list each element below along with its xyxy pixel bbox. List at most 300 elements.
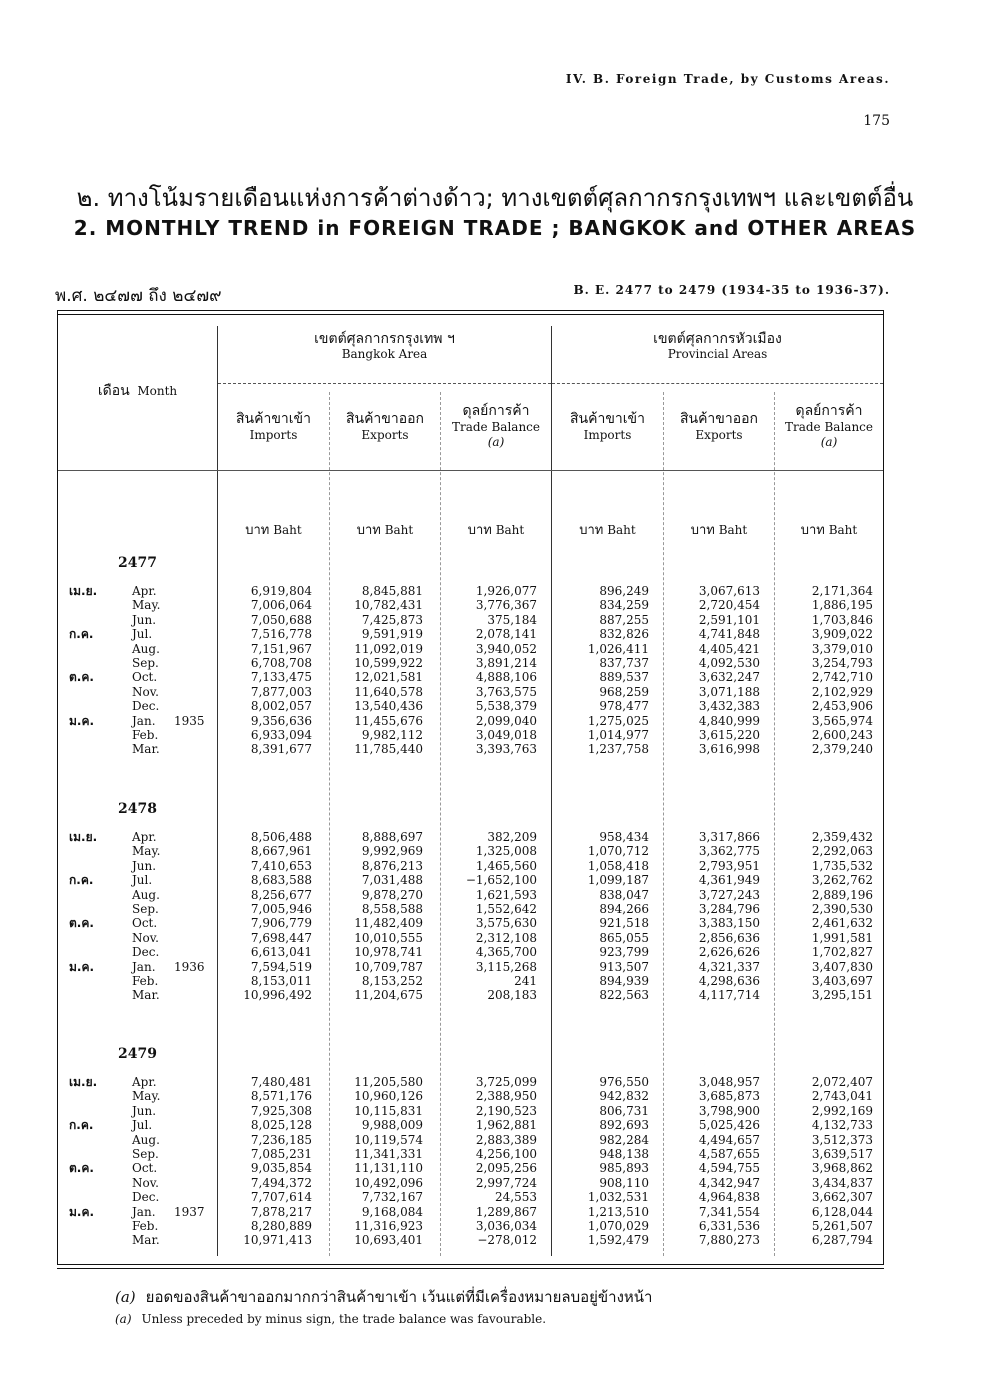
bkk-exports-cell: 11,341,331: [354, 1147, 423, 1161]
bkk-balance-cell: 2,388,950: [475, 1089, 537, 1104]
bkk-exports-cell: 10,119,574: [354, 1132, 423, 1147]
month-header-english: Month: [137, 384, 178, 398]
prov-imports-cell: 968,259: [599, 684, 649, 699]
table-row: [57, 844, 884, 859]
bkk-exports-cell: 13,540,436: [354, 699, 423, 714]
month-cell: Jun.: [132, 1103, 157, 1118]
unit-label: [441, 519, 551, 540]
thai-month-cell: ต.ค.: [69, 670, 94, 685]
bkk-exports-cell: 11,640,578: [354, 684, 423, 699]
exports-thai: สินค้าขาออก: [679, 411, 759, 427]
bkk-exports-cell: 7,031,488: [361, 873, 423, 888]
prov-balance-cell: 3,909,022: [811, 627, 873, 642]
provincial-group-header: [552, 332, 883, 362]
table-row: [57, 1190, 884, 1205]
bkk-balance-cell: 375,184: [487, 612, 537, 627]
table-row: [57, 642, 884, 657]
bkk-exports-cell: 10,010,555: [354, 930, 423, 945]
thai-month-cell: เม.ย.: [69, 584, 98, 598]
bkk-imports-cell: 6,708,708: [250, 656, 312, 670]
bkk-imports-cell: 8,667,961: [250, 844, 312, 859]
table-row: [57, 1089, 884, 1104]
bkk-exports-cell: 9,168,084: [361, 1204, 423, 1219]
prov-balance-cell: 3,565,974: [811, 713, 873, 728]
month-cell: Jan.: [132, 713, 156, 728]
bkk-imports-cell: 6,919,804: [250, 584, 312, 598]
group-rule: [552, 383, 883, 384]
unit-thai: บาท: [245, 523, 270, 538]
prov-balance-cell: 6,128,044: [811, 1204, 873, 1219]
prov-imports-cell: 1,099,187: [587, 873, 649, 888]
table-row: [57, 974, 884, 989]
prov-exports-cell: 3,071,188: [698, 684, 760, 699]
month-header: [60, 382, 215, 400]
period-thai: พ.ศ. ๒๔๗๗ ถึง ๒๔๗๙: [55, 286, 222, 306]
bkk-imports-cell: 7,877,003: [250, 684, 312, 699]
header-rule: [58, 470, 883, 471]
table-row: [57, 1147, 884, 1162]
bkk-balance-cell: 3,776,367: [475, 598, 537, 613]
month-cell: Dec.: [132, 945, 160, 960]
prov-imports-cell: 921,518: [599, 916, 649, 931]
bkk-imports-cell: 7,006,064: [250, 598, 312, 613]
prov-imports-cell: 887,255: [599, 612, 649, 627]
prov-balance-cell: 4,132,733: [811, 1118, 873, 1133]
bkk-balance-cell: −278,012: [477, 1233, 537, 1248]
month-cell: Aug.: [132, 1132, 160, 1147]
balance-english: Trade Balance: [784, 420, 873, 434]
prov-imports-cell: 1,026,411: [587, 641, 649, 656]
prov-imports-cell: 837,737: [599, 656, 649, 670]
bkk-balance-cell: 2,312,108: [475, 930, 537, 945]
bkk-exports-cell: 11,092,019: [354, 641, 423, 656]
prov-imports-cell: 942,832: [599, 1089, 649, 1104]
unit-english: Baht: [828, 523, 858, 537]
footnote-thai: ยอดของสินค้าขาออกมากกว่าสินค้าขาเข้า เว้นแต่ที่มีเครื่องหมายลบอยู่ข้างหน้า: [145, 1288, 653, 1306]
bkk-exports-cell: 9,878,270: [361, 887, 423, 902]
prov-exports-cell: 3,048,957: [698, 1075, 760, 1089]
bkk-balance-cell: 208,183: [487, 988, 537, 1003]
prov-imports-cell: 913,507: [599, 959, 649, 974]
bangkok-header-thai: เขตต์ศุลกากรกรุงเทพ ฯ: [314, 331, 455, 347]
thai-month-cell: ต.ค.: [69, 916, 94, 931]
bangkok-group-header: [218, 332, 551, 362]
bkk-imports-cell: 7,050,688: [250, 612, 312, 627]
prov-exports-cell: 3,798,900: [698, 1103, 760, 1118]
table-row: [57, 1118, 884, 1133]
prov-balance-cell: 2,379,240: [811, 742, 873, 757]
prov-balance-cell: 2,171,364: [811, 584, 873, 598]
prov-balance-cell: 2,992,169: [811, 1103, 873, 1118]
bkk-exports-cell: 11,205,580: [354, 1075, 423, 1089]
bkk-exports-cell: 10,693,401: [354, 1233, 423, 1248]
prov-balance-cell: 1,886,195: [811, 598, 873, 613]
bkk-imports-cell: 9,035,854: [250, 1161, 312, 1176]
month-cell: Feb.: [132, 1219, 159, 1233]
bkk-balance-cell: 1,962,881: [475, 1118, 537, 1133]
month-cell: Jun.: [132, 612, 157, 627]
prov-balance-cell: 2,461,632: [811, 916, 873, 931]
bkk-balance-cell: 2,190,523: [475, 1103, 537, 1118]
table-row: [57, 960, 884, 975]
prov-imports-cell: 1,275,025: [587, 713, 649, 728]
footnote-thai-line: [115, 1285, 652, 1309]
bkk-imports-cell: 6,933,094: [250, 728, 312, 742]
prov-balance-cell: 1,735,532: [811, 858, 873, 873]
bkk-imports-header: [218, 410, 329, 443]
bkk-imports-cell: 7,151,967: [250, 641, 312, 656]
prov-imports-cell: 894,939: [599, 974, 649, 988]
bkk-imports-cell: 8,391,677: [250, 742, 312, 757]
prov-balance-cell: 3,662,307: [811, 1190, 873, 1205]
bkk-balance-cell: 1,325,008: [475, 844, 537, 859]
bkk-balance-cell: 1,289,867: [475, 1204, 537, 1219]
unit-english: Baht: [384, 523, 414, 537]
unit-thai: บาท: [467, 523, 492, 538]
footnote-english: Unless preceded by minus sign, the trade balance was favourable.: [141, 1312, 547, 1326]
bkk-balance-cell: 3,891,214: [475, 656, 537, 670]
bkk-balance-cell: 3,036,034: [475, 1219, 537, 1233]
bkk-balance-cell: −1,652,100: [465, 873, 537, 888]
prov-exports-cell: 3,432,383: [698, 699, 760, 714]
bkk-balance-cell: 3,393,763: [475, 742, 537, 757]
bkk-exports-cell: 8,888,697: [361, 830, 423, 844]
prov-exports-cell: 4,405,421: [698, 641, 760, 656]
prov-exports-cell: 3,362,775: [698, 844, 760, 859]
month-cell: May.: [132, 598, 161, 613]
prov-imports-cell: 958,434: [599, 830, 649, 844]
table-row: [57, 1104, 884, 1119]
bkk-exports-cell: 11,455,676: [354, 713, 423, 728]
unit-label: [330, 519, 440, 540]
prov-imports-cell: 892,693: [599, 1118, 649, 1133]
bkk-balance-cell: 1,465,560: [475, 858, 537, 873]
prov-balance-cell: 1,991,581: [811, 930, 873, 945]
prov-exports-cell: 3,685,873: [698, 1089, 760, 1104]
thai-month-cell: เม.ย.: [69, 1075, 98, 1089]
thai-month-cell: ม.ค.: [69, 959, 95, 974]
year-cell: 1937: [174, 1204, 205, 1219]
month-cell: Dec.: [132, 1190, 160, 1205]
bkk-balance-cell: 4,256,100: [475, 1147, 537, 1161]
table-row: [57, 830, 884, 845]
unit-english: Baht: [495, 523, 525, 537]
prov-imports-cell: 948,138: [599, 1147, 649, 1161]
month-cell: Jan.: [132, 1204, 156, 1219]
prov-exports-cell: 4,840,999: [698, 713, 760, 728]
unit-thai: บาท: [800, 523, 825, 538]
unit-label: [775, 519, 883, 540]
unit-thai: บาท: [690, 523, 715, 538]
table-row: [57, 888, 884, 903]
prov-balance-cell: 2,453,906: [811, 699, 873, 714]
thai-month-cell: ก.ค.: [69, 873, 94, 888]
table-row: [57, 1176, 884, 1191]
bkk-balance-cell: 1,621,593: [475, 887, 537, 902]
prov-exports-header: [664, 410, 774, 443]
bkk-exports-cell: 7,732,167: [361, 1190, 423, 1205]
table-row: [57, 1133, 884, 1148]
month-cell: Aug.: [132, 641, 160, 656]
month-cell: Oct.: [132, 670, 158, 685]
year-cell: 1936: [174, 959, 205, 974]
bkk-exports-cell: 8,876,213: [361, 858, 423, 873]
prov-imports-cell: 976,550: [599, 1075, 649, 1089]
bkk-imports-cell: 7,236,185: [250, 1132, 312, 1147]
month-cell: Apr.: [132, 830, 157, 844]
bkk-balance-cell: 3,115,268: [475, 959, 537, 974]
prov-exports-cell: 4,361,949: [698, 873, 760, 888]
unit-label: [552, 519, 663, 540]
prov-exports-cell: 4,587,655: [698, 1147, 760, 1161]
prov-exports-cell: 4,964,838: [698, 1190, 760, 1205]
exports-english: Exports: [695, 428, 743, 442]
prov-balance-cell: 5,261,507: [811, 1219, 873, 1233]
bkk-balance-cell: 382,209: [487, 830, 537, 844]
bkk-imports-cell: 8,002,057: [250, 699, 312, 714]
bkk-balance-cell: 3,049,018: [475, 728, 537, 742]
table-top-rule: [57, 314, 884, 315]
table-row: [57, 1219, 884, 1234]
page-number: 175: [863, 113, 890, 129]
month-cell: Oct.: [132, 916, 158, 931]
bkk-imports-cell: 9,356,636: [250, 713, 312, 728]
month-cell: Jan.: [132, 959, 156, 974]
month-cell: Jul.: [132, 627, 153, 642]
bkk-imports-cell: 7,878,217: [250, 1204, 312, 1219]
bkk-balance-cell: 2,095,256: [475, 1161, 537, 1176]
bkk-balance-cell: 1,926,077: [475, 584, 537, 598]
month-cell: Apr.: [132, 1075, 157, 1089]
prov-imports-cell: 889,537: [599, 670, 649, 685]
bkk-exports-cell: 10,978,741: [354, 945, 423, 960]
prov-imports-cell: 806,731: [599, 1103, 649, 1118]
table-row: [57, 902, 884, 917]
year-heading: 2479: [118, 1046, 157, 1062]
prov-balance-header: [775, 402, 883, 450]
prov-exports-cell: 4,741,848: [698, 627, 760, 642]
table-row: [57, 916, 884, 931]
table-row: [57, 670, 884, 685]
bkk-balance-cell: 4,888,106: [475, 670, 537, 685]
prov-exports-cell: 3,284,796: [698, 902, 760, 916]
month-cell: Dec.: [132, 699, 160, 714]
bkk-exports-cell: 11,316,923: [354, 1219, 423, 1233]
table-row: [57, 656, 884, 671]
thai-month-cell: ก.ค.: [69, 1118, 94, 1133]
imports-thai: สินค้าขาเข้า: [570, 411, 645, 427]
prov-exports-cell: 3,067,613: [698, 584, 760, 598]
prov-imports-cell: 908,110: [599, 1175, 649, 1190]
title-thai: ๒. ทางโน้มรายเดือนแห่งการค้าต่างด้าว; ทางเขตต์ศุลกากรกรุงเทพฯ และเขตต์อื่น: [76, 184, 914, 212]
month-cell: Jun.: [132, 858, 157, 873]
bkk-exports-cell: 11,482,409: [354, 916, 423, 931]
table-row: [57, 945, 884, 960]
prov-exports-cell: 7,880,273: [698, 1233, 760, 1248]
bkk-exports-cell: 9,982,112: [361, 728, 423, 742]
bkk-imports-cell: 7,480,481: [250, 1075, 312, 1089]
table-row: [57, 714, 884, 729]
prov-imports-cell: 1,237,758: [587, 742, 649, 757]
table-row: [57, 1233, 884, 1248]
prov-imports-cell: 1,070,029: [587, 1219, 649, 1233]
bkk-exports-cell: 11,785,440: [354, 742, 423, 757]
prov-balance-cell: 2,359,432: [811, 830, 873, 844]
bkk-exports-cell: 8,845,881: [361, 584, 423, 598]
bkk-balance-cell: 3,763,575: [475, 684, 537, 699]
footnote-english-line: [115, 1312, 546, 1326]
bkk-imports-cell: 8,025,128: [250, 1118, 312, 1133]
month-cell: May.: [132, 844, 161, 859]
provincial-header-thai: เขตต์ศุลกากรหัวเมือง: [653, 331, 782, 347]
bkk-imports-cell: 7,085,231: [250, 1147, 312, 1161]
exports-english: Exports: [361, 428, 409, 442]
unit-thai: บาท: [579, 523, 604, 538]
bkk-exports-cell: 9,988,009: [361, 1118, 423, 1133]
prov-balance-cell: 3,254,793: [811, 656, 873, 670]
bkk-balance-cell: 4,365,700: [475, 945, 537, 960]
prov-imports-cell: 1,592,479: [587, 1233, 649, 1248]
bkk-exports-cell: 9,591,919: [361, 627, 423, 642]
imports-thai: สินค้าขาเข้า: [236, 411, 311, 427]
month-cell: Mar.: [132, 988, 160, 1003]
bkk-imports-cell: 8,571,176: [250, 1089, 312, 1104]
bkk-balance-cell: 5,538,379: [475, 699, 537, 714]
prov-imports-cell: 896,249: [599, 584, 649, 598]
bkk-exports-cell: 10,492,096: [354, 1175, 423, 1190]
prov-balance-cell: 2,102,929: [811, 684, 873, 699]
unit-english: Baht: [607, 523, 636, 537]
prov-imports-cell: 923,799: [599, 945, 649, 960]
bkk-imports-cell: 10,996,492: [243, 988, 312, 1003]
prov-exports-cell: 3,616,998: [698, 742, 760, 757]
table-row: [57, 728, 884, 743]
thai-month-cell: ม.ค.: [69, 713, 95, 728]
prov-balance-cell: 2,292,063: [811, 844, 873, 859]
prov-exports-cell: 6,331,536: [698, 1219, 760, 1233]
month-header-thai: เดือน: [97, 383, 130, 399]
prov-balance-cell: 3,262,762: [811, 873, 873, 888]
bkk-balance-cell: 24,553: [495, 1190, 537, 1205]
prov-exports-cell: 4,117,714: [698, 988, 760, 1003]
prov-balance-cell: 6,287,794: [811, 1233, 873, 1248]
prov-imports-cell: 1,213,510: [587, 1204, 649, 1219]
prov-balance-cell: 2,072,407: [811, 1075, 873, 1089]
title-english: 2. MONTHLY TREND in FOREIGN TRADE ; BANGKOK and OTHER AREAS: [73, 216, 917, 240]
prov-imports-cell: 832,826: [599, 627, 649, 642]
table-row: [57, 598, 884, 613]
bkk-exports-cell: 7,425,873: [361, 612, 423, 627]
prov-exports-cell: 4,298,636: [698, 974, 760, 988]
table-row: [57, 742, 884, 757]
table-bottom-rule: [57, 1268, 884, 1269]
bkk-imports-cell: 7,410,653: [250, 858, 312, 873]
thai-month-cell: ม.ค.: [69, 1204, 95, 1219]
prov-balance-cell: 3,968,862: [811, 1161, 873, 1176]
prov-exports-cell: 4,594,755: [698, 1161, 760, 1176]
bkk-imports-cell: 10,971,413: [243, 1233, 312, 1248]
group-rule: [218, 383, 551, 384]
prov-imports-cell: 978,477: [599, 699, 649, 714]
bkk-imports-cell: 7,925,308: [250, 1103, 312, 1118]
bkk-balance-cell: 2,883,389: [475, 1132, 537, 1147]
month-cell: Nov.: [132, 1175, 159, 1190]
bkk-balance-cell: 1,552,642: [475, 902, 537, 916]
prov-balance-cell: 1,703,846: [811, 612, 873, 627]
month-cell: Sep.: [132, 656, 159, 670]
bkk-balance-header: [441, 402, 551, 450]
bkk-imports-cell: 7,707,614: [250, 1190, 312, 1205]
prov-balance-cell: 3,407,830: [811, 959, 873, 974]
thai-month-cell: ต.ค.: [69, 1161, 94, 1176]
bkk-imports-cell: 8,683,588: [250, 873, 312, 888]
unit-label: [664, 519, 774, 540]
table-row: [57, 859, 884, 874]
prov-imports-header: [552, 410, 663, 443]
period-english: B. E. 2477 to 2479 (1934-35 to 1936-37).: [573, 283, 890, 297]
prov-balance-cell: 2,889,196: [811, 887, 873, 902]
bkk-imports-cell: 8,280,889: [250, 1219, 312, 1233]
month-cell: Feb.: [132, 728, 159, 742]
prov-imports-cell: 1,058,418: [587, 858, 649, 873]
unit-english: Baht: [718, 523, 748, 537]
bkk-exports-cell: 10,115,831: [354, 1103, 423, 1118]
prov-balance-cell: 2,390,530: [811, 902, 873, 916]
table-row: [57, 1205, 884, 1220]
table-row: [57, 685, 884, 700]
prov-imports-cell: 982,284: [599, 1132, 649, 1147]
bkk-imports-cell: 7,133,475: [250, 670, 312, 685]
table-row: [57, 873, 884, 888]
month-cell: Sep.: [132, 1147, 159, 1161]
bkk-exports-cell: 9,992,969: [361, 844, 423, 859]
prov-balance-cell: 3,295,151: [811, 988, 873, 1003]
prov-exports-cell: 2,591,101: [698, 612, 760, 627]
bkk-imports-cell: 7,494,372: [250, 1175, 312, 1190]
bkk-exports-cell: 10,782,431: [354, 598, 423, 613]
prov-exports-cell: 2,720,454: [698, 598, 760, 613]
footnote-mark: (a): [115, 1312, 132, 1326]
bkk-balance-cell: 3,725,099: [475, 1075, 537, 1089]
bkk-imports-cell: 7,516,778: [250, 627, 312, 642]
balance-note: (a): [820, 435, 838, 449]
bkk-balance-cell: 3,575,630: [475, 916, 537, 931]
prov-exports-cell: 4,092,530: [698, 656, 760, 670]
bkk-imports-cell: 7,594,519: [250, 959, 312, 974]
unit-label: [218, 519, 329, 540]
bkk-balance-cell: 3,940,052: [475, 641, 537, 656]
bkk-imports-cell: 8,256,677: [250, 887, 312, 902]
exports-thai: สินค้าขาออก: [345, 411, 425, 427]
bkk-imports-cell: 8,153,011: [250, 974, 312, 988]
balance-note: (a): [487, 435, 505, 449]
prov-balance-cell: 1,702,827: [811, 945, 873, 960]
prov-balance-cell: 3,639,517: [811, 1147, 873, 1161]
bkk-balance-cell: 241: [514, 974, 537, 988]
prov-balance-cell: 2,600,243: [811, 728, 873, 742]
prov-exports-cell: 5,025,426: [698, 1118, 760, 1133]
prov-imports-cell: 894,266: [599, 902, 649, 916]
month-cell: Nov.: [132, 930, 159, 945]
prov-balance-cell: 3,512,373: [811, 1132, 873, 1147]
balance-thai: ดุลย์การค้า: [795, 403, 863, 419]
unit-english: Baht: [273, 523, 302, 537]
year-heading: 2477: [118, 555, 157, 571]
bkk-exports-cell: 10,599,922: [354, 656, 423, 670]
month-cell: Nov.: [132, 684, 159, 699]
prov-exports-cell: 3,615,220: [698, 728, 760, 742]
table-row: [57, 931, 884, 946]
